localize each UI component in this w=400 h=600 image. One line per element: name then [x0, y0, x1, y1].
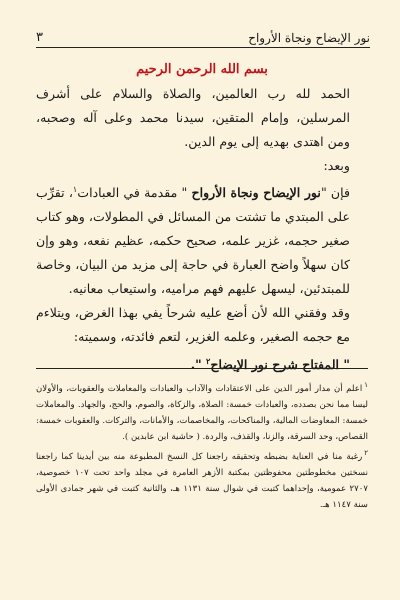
intro-mid: " مقدمة في العبادات: [77, 185, 192, 201]
intro-post: ، تقرِّب على المبتدي ما تشتت من المسائل في المطولات، وهو كتاب صغير حجمه، غزير علمه، صحيح حكمه، عظيم نفعه، وهو وإن كان سهلاً واضح العبارة في حاجة إلى مزيد من البيان، وخاصة للمبتدئين، ليسهل عليهم فهم مراميه، واستيعاب معانيه.: [36, 185, 350, 297]
footnotes: [36, 368, 368, 513]
footnote-1: [36, 377, 368, 445]
footnote-2-number: ٢: [364, 448, 368, 457]
paragraph-intro: [36, 178, 368, 301]
footnote-2-text: رغبة منا في العناية بضبطه وتحقيقه راجعنا كل النسخ المطبوعة منه بين أيدينا كما راجعنا نسختين مخطوطتين محفوظتين بمكتبة الأزهر العامرة في مجلد واحد تحت ١٠٧ خصوصية، ٢٧٠٧ عمومية، وإحداهما كتبت في شوال سنة ١١٣١ هـ، والثانية كتبت في شهر جمادى الأولى سنة ١١٤٧ هـ.: [36, 451, 369, 510]
basmala: بسم الله الرحمن الرحيم: [136, 62, 268, 77]
commentary-title-text: " المفتاح شرح نور الإيضاح: [210, 357, 350, 373]
footnote-1-number: ١: [364, 381, 368, 389]
footnote-ref-2[interactable]: ٢: [206, 356, 211, 367]
page-number: ٣: [36, 30, 43, 45]
intro-pre: فإن ": [320, 185, 351, 201]
running-header: [36, 26, 370, 48]
header-title: نور الإيضاح ونجاة الأرواح: [248, 31, 370, 45]
paragraph-thereafter: وبعد:: [323, 158, 350, 173]
book-title: نور الإيضاح ونجاة الأرواح: [191, 185, 321, 201]
paragraph-praise: الحمد لله رب العالمين، والصلاة والسلام على أشرف المرسلين، وإمام المتقين، سيدنا محمد وعلى آله وصحبه، ومن اهتدى بهديه إلى يوم الدين.: [36, 86, 350, 149]
footnote-ref-1[interactable]: ١: [72, 185, 78, 194]
footnote-2: [36, 445, 368, 513]
footnote-1-text: اعلم أن مدار أمور الدين على الاعتقادات والآداب والعبادات والمعاملات والعقوبات، والأولان ليسا مما نحن بصدده، والعبادات خمسة: الصلاة، والزكاة، والصوم، والحج، والجهاد. والمعاملات خمسة: المعاوضات المالية، والمناكحات، والمخاصمات، والأمانات، والتركات. والعقوبات خمسة: القصاص، وحد السرقة، والزنا، والقذف، والردة. ( حاشية ابن عابدين ).: [36, 383, 368, 442]
main-text: [36, 58, 368, 377]
commentary-title-end: ".: [190, 357, 207, 373]
paragraph-commentary: وقد وفقني الله لأن أضع عليه شرحاً يفي بهذا الغرض، ويتلاءم مع حجمه الصغير، وعلمه الغزير، لتعم فائدته، وسميته:: [36, 305, 350, 345]
